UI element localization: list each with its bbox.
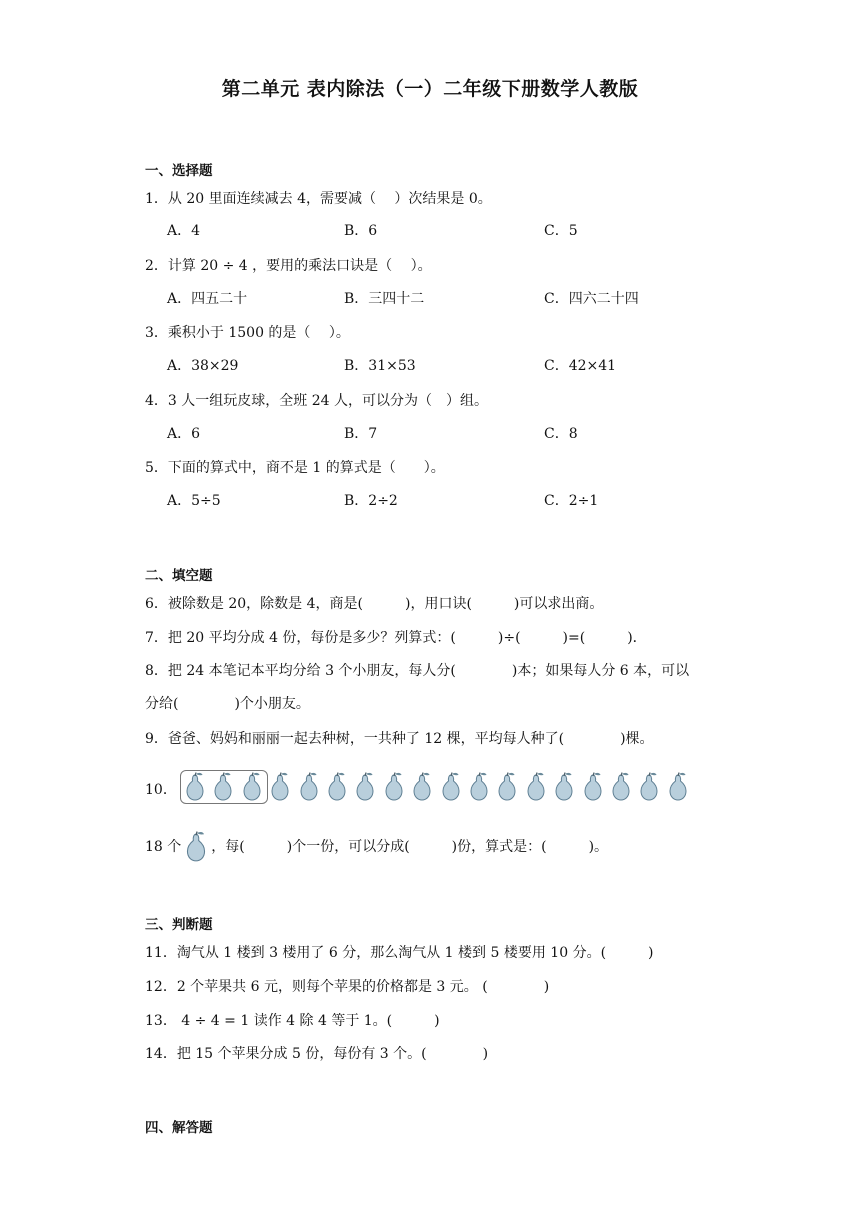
pear-icon: [495, 772, 519, 802]
pear-icon: [183, 772, 207, 802]
pear-icon: [439, 772, 463, 802]
question-4: 4．3 人一组玩皮球，全班 24 人，可以分为（ ）组。: [145, 393, 488, 409]
pear-icon: [581, 772, 605, 802]
question-3: 3．乘积小于 1500 的是（ ）。: [145, 325, 350, 341]
question-10-number: 10．: [145, 782, 177, 798]
section-heading-fill: 二、填空题: [145, 568, 213, 584]
pear-icon: [524, 772, 548, 802]
pear-icon: [268, 772, 292, 802]
option-4a: A．6: [167, 426, 201, 442]
pear-icon: [467, 772, 491, 802]
option-5b: B．2÷2: [344, 493, 398, 509]
page-title: 第二单元 表内除法（一）二年级下册数学人教版: [221, 78, 639, 100]
pear-icon: [552, 772, 576, 802]
section-heading-judge: 三、判断题: [145, 917, 213, 933]
option-2a: A．四五二十: [167, 291, 248, 307]
option-5a: A．5÷5: [167, 493, 221, 509]
question-2: 2．计算 20 ÷ 4 ，要用的乘法口诀是（ ）。: [145, 258, 432, 274]
q10-prefix: 18 个: [145, 839, 182, 855]
option-3b: B．31×53: [344, 358, 416, 374]
option-4b: B．7: [344, 426, 378, 442]
pear-icon: [410, 772, 434, 802]
q10-suffix: ，每( )个一份，可以分成( )份，算式是：( )。: [211, 839, 609, 855]
section-heading-choice: 一、选择题: [145, 163, 213, 179]
pear-icon: [297, 772, 321, 802]
pear-icon: [609, 772, 633, 802]
pear-icon: [353, 772, 377, 802]
question-1: 1．从 20 里面连续减去 4，需要减（ ）次结果是 0。: [145, 191, 492, 207]
pear-icon: [183, 831, 209, 863]
section-heading-answer: 四、解答题: [145, 1120, 213, 1136]
option-1a: A．4: [167, 223, 201, 239]
question-5: 5．下面的算式中，商不是 1 的算式是（ ）。: [145, 460, 445, 476]
question-10-text: [145, 831, 608, 863]
pear-icon: [211, 772, 235, 802]
question-14: 14．把 15 个苹果分成 5 份，每份有 3 个。( ): [145, 1046, 489, 1062]
option-5c: C．2÷1: [544, 493, 599, 509]
question-13: 13． 4 ÷ 4 = 1 读作 4 除 4 等于 1。( ): [145, 1013, 440, 1029]
pear-icon: [666, 772, 690, 802]
option-1b: B．6: [344, 223, 378, 239]
option-3a: A．38×29: [167, 358, 239, 374]
option-2b: B．三四十二: [344, 291, 425, 307]
question-8-line2: 分给( )个小朋友。: [145, 696, 310, 712]
question-9: 9．爸爸、妈妈和丽丽一起去种树，一共种了 12 棵，平均每人种了( )棵。: [145, 731, 654, 747]
pear-icon: [382, 772, 406, 802]
question-12: 12．2 个苹果共 6 元，则每个苹果的价格都是 3 元。 ( ): [145, 979, 550, 995]
pear-icon: [325, 772, 349, 802]
question-8-line1: 8．把 24 本笔记本平均分给 3 个小朋友，每人分( )本；如果每人分 6 本，可以: [145, 663, 690, 679]
option-3c: C．42×41: [544, 358, 617, 374]
option-2c: C．四六二十四: [544, 291, 639, 307]
question-7: 7．把 20 平均分成 4 份，每份是多少？列算式：( )÷( )=( )．: [145, 630, 647, 646]
option-4c: C．8: [544, 426, 578, 442]
question-6: 6．被除数是 20，除数是 4，商是( )，用口诀( )可以求出商。: [145, 596, 604, 612]
pear-icon: [240, 772, 264, 802]
option-1c: C．5: [544, 223, 578, 239]
pear-icon: [637, 772, 661, 802]
question-11: 11．淘气从 1 楼到 3 楼用了 6 分，那么淘气从 1 楼到 5 楼要用 10 分。( ): [145, 945, 654, 961]
